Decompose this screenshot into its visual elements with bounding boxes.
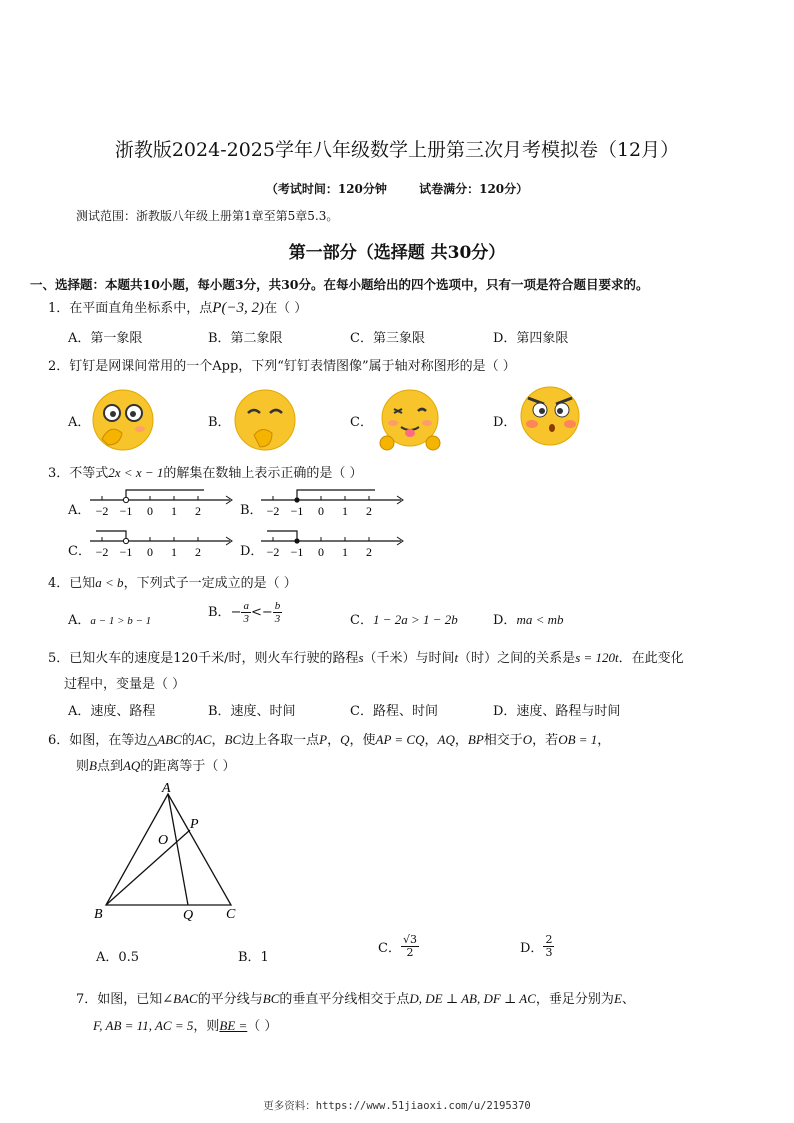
q3-numberline-c[interactable] [86, 525, 236, 561]
exam-score: 试卷满分：120分） [419, 182, 529, 196]
q3-option-d-label[interactable]: D． [240, 544, 264, 559]
q4-c-label: C． [350, 613, 373, 628]
q1-option-c[interactable]: C．第三象限 [350, 331, 425, 346]
q6-option-d[interactable]: D． $\frac{2}{3}$ [520, 933, 553, 959]
question-2-stem: 2．钉钉是网课间常用的一个App，下列“钉钉表情图像”属于轴对称图形的是（ ） [48, 359, 516, 374]
q6-triangle-figure [92, 780, 252, 925]
q2-option-c-label[interactable]: C． [350, 415, 373, 430]
tick-label: −2 [95, 545, 109, 559]
q1-option-a[interactable]: A．第一象限 [68, 331, 143, 346]
tick-label: 0 [147, 504, 153, 518]
exam-time: （考试时间：120分钟 [265, 182, 387, 196]
question-5-line-1: 5．已知火车的速度是120千米/时，则火车行驶的路程s（千米）与时间t（时）之间的关系是s = 120t．在此变化 [48, 650, 684, 666]
tick-label: −2 [266, 504, 280, 518]
q4-text-b: ，下列式子一定成立的是（ ） [123, 576, 297, 591]
q1-text-a: 1．在平面直角坐标系中，点 [48, 301, 213, 316]
q4-condition: a < b [95, 575, 124, 590]
question-4-stem [48, 572, 297, 591]
tick-label: −1 [290, 545, 304, 559]
q3-numberline-d[interactable] [257, 525, 407, 561]
exam-info [0, 180, 794, 197]
question-6-line-2: 则B点到AQ的距离等于（ ） [76, 758, 236, 774]
q1-point: P(−3, 2) [212, 300, 265, 316]
emoji-a-icon [90, 387, 156, 453]
q4-b-label: B． [208, 605, 231, 620]
q4-b-frac-1: $\frac{a}{3}$ [243, 600, 249, 625]
q3-text-a: 3．不等式 [48, 466, 109, 481]
q5-option-c[interactable]: C．路程、时间 [350, 704, 438, 719]
tick-label: 1 [342, 545, 348, 559]
tick-label: −1 [290, 504, 304, 518]
point-q-label: Q [183, 908, 194, 923]
q4-b-mid: <− [250, 605, 273, 620]
q3-numberline-a[interactable] [86, 484, 236, 520]
q4-option-b[interactable]: B．− $\frac{a}{3}$ <− $\frac{b}{3}$ [208, 600, 281, 625]
q6-c-frac: $\frac{√3}{2}$ [402, 933, 417, 959]
test-scope: 测试范围：浙教版八年级上册第1章至第5章5.3。 [76, 209, 339, 223]
tick-label: 2 [195, 545, 201, 559]
vertex-a-label: A [162, 781, 171, 796]
tick-label: 0 [318, 504, 324, 518]
q4-text-a: 4．已知 [48, 576, 96, 591]
vertex-b-label: B [94, 907, 103, 922]
segment-bp [106, 830, 190, 905]
tick-label: −2 [266, 545, 280, 559]
question-3-stem [48, 462, 363, 481]
q2-option-a-label[interactable]: A． [68, 415, 91, 430]
tick-label: 0 [318, 545, 324, 559]
q1-option-b[interactable]: B．第二象限 [208, 331, 283, 346]
q4-d-expr: ma < mb [516, 612, 564, 627]
tick-label: −2 [95, 504, 109, 518]
q6-option-b[interactable]: B．1 [238, 950, 269, 965]
q4-d-label: D． [493, 613, 517, 628]
vertex-c-label: C [226, 907, 236, 922]
q4-c-expr: 1 − 2a > 1 − 2b [372, 612, 458, 627]
question-5-line-2: 过程中，变量是（ ） [64, 677, 186, 692]
question-7-line-2: F, AB = 11, AC = 5，则BE =（ ） [93, 1018, 278, 1034]
tick-label: −1 [119, 545, 133, 559]
footer-link[interactable]: 更多资料：https://www.51jiaoxi.com/u/2195370 [263, 1100, 531, 1112]
tick-label: 0 [147, 545, 153, 559]
q4-option-c[interactable] [350, 609, 458, 628]
q4-option-d[interactable] [493, 609, 564, 628]
question-1-stem [48, 297, 307, 317]
question-7-line-1: 7．如图，已知∠BAC的平分线与BC的垂直平分线相交于点D, DE ⊥ AB, DF ⊥ AC，垂足分别为E、 [76, 991, 635, 1007]
tick-label: 1 [342, 504, 348, 518]
section-intro: 一、选择题：本题共10小题，每小题3分，共30分。在每小题给出的四个选项中，只有一项是符合题目要求的。 [30, 277, 649, 292]
q3-option-a-label[interactable]: A． [68, 503, 91, 518]
q3-option-c-label[interactable]: C． [68, 544, 91, 559]
q6-d-frac: $\frac{2}{3}$ [545, 933, 553, 959]
q2-option-d-label[interactable]: D． [493, 415, 517, 430]
tick-label: −1 [119, 504, 133, 518]
q4-b-frac-2: $\frac{b}{3}$ [274, 600, 281, 625]
q5-option-a[interactable]: A．速度、路程 [68, 704, 156, 719]
page-title: 浙教版2024-2025学年八年级数学上册第三次月考模拟卷（12月） [114, 139, 680, 161]
emoji-d-icon [516, 382, 582, 448]
q6-option-c[interactable]: C． $\frac{√3}{2}$ [378, 933, 417, 959]
q5-option-b[interactable]: B．速度、时间 [208, 704, 296, 719]
tick-label: 1 [171, 545, 177, 559]
q1-option-d[interactable]: D．第四象限 [493, 331, 569, 346]
q4-a-label: A． [68, 613, 91, 628]
part-title: 第一部分（选择题 共30分） [288, 243, 506, 263]
question-6-line-1: 6．如图，在等边△ABC的AC，BC边上各取一点P，Q，使AP = CQ，AQ，BP相交于O，若OB = 1， [48, 732, 611, 748]
tick-label: 2 [366, 504, 372, 518]
emoji-b-icon [232, 387, 298, 453]
point-o-label: O [158, 833, 169, 848]
q3-numberline-b[interactable] [257, 484, 407, 520]
point-p-label: P [190, 817, 199, 832]
q5-option-d[interactable]: D．速度、路程与时间 [493, 704, 621, 719]
q6-option-a[interactable]: A．0.5 [96, 950, 140, 965]
q3-inequality: 2x < x − 1 [108, 465, 164, 480]
q1-text-b: 在（ ） [264, 301, 308, 316]
q3-option-b-label[interactable]: B． [240, 503, 263, 518]
tick-label: 2 [195, 504, 201, 518]
emoji-c-icon [377, 387, 443, 453]
tick-label: 1 [171, 504, 177, 518]
q4-a-expr: a − 1 > b − 1 [90, 615, 152, 627]
tick-label: 2 [366, 545, 372, 559]
q3-text-b: 的解集在数轴上表示正确的是（ ） [163, 466, 363, 481]
q4-option-a[interactable] [68, 609, 151, 628]
q2-option-b-label[interactable]: B． [208, 415, 231, 430]
